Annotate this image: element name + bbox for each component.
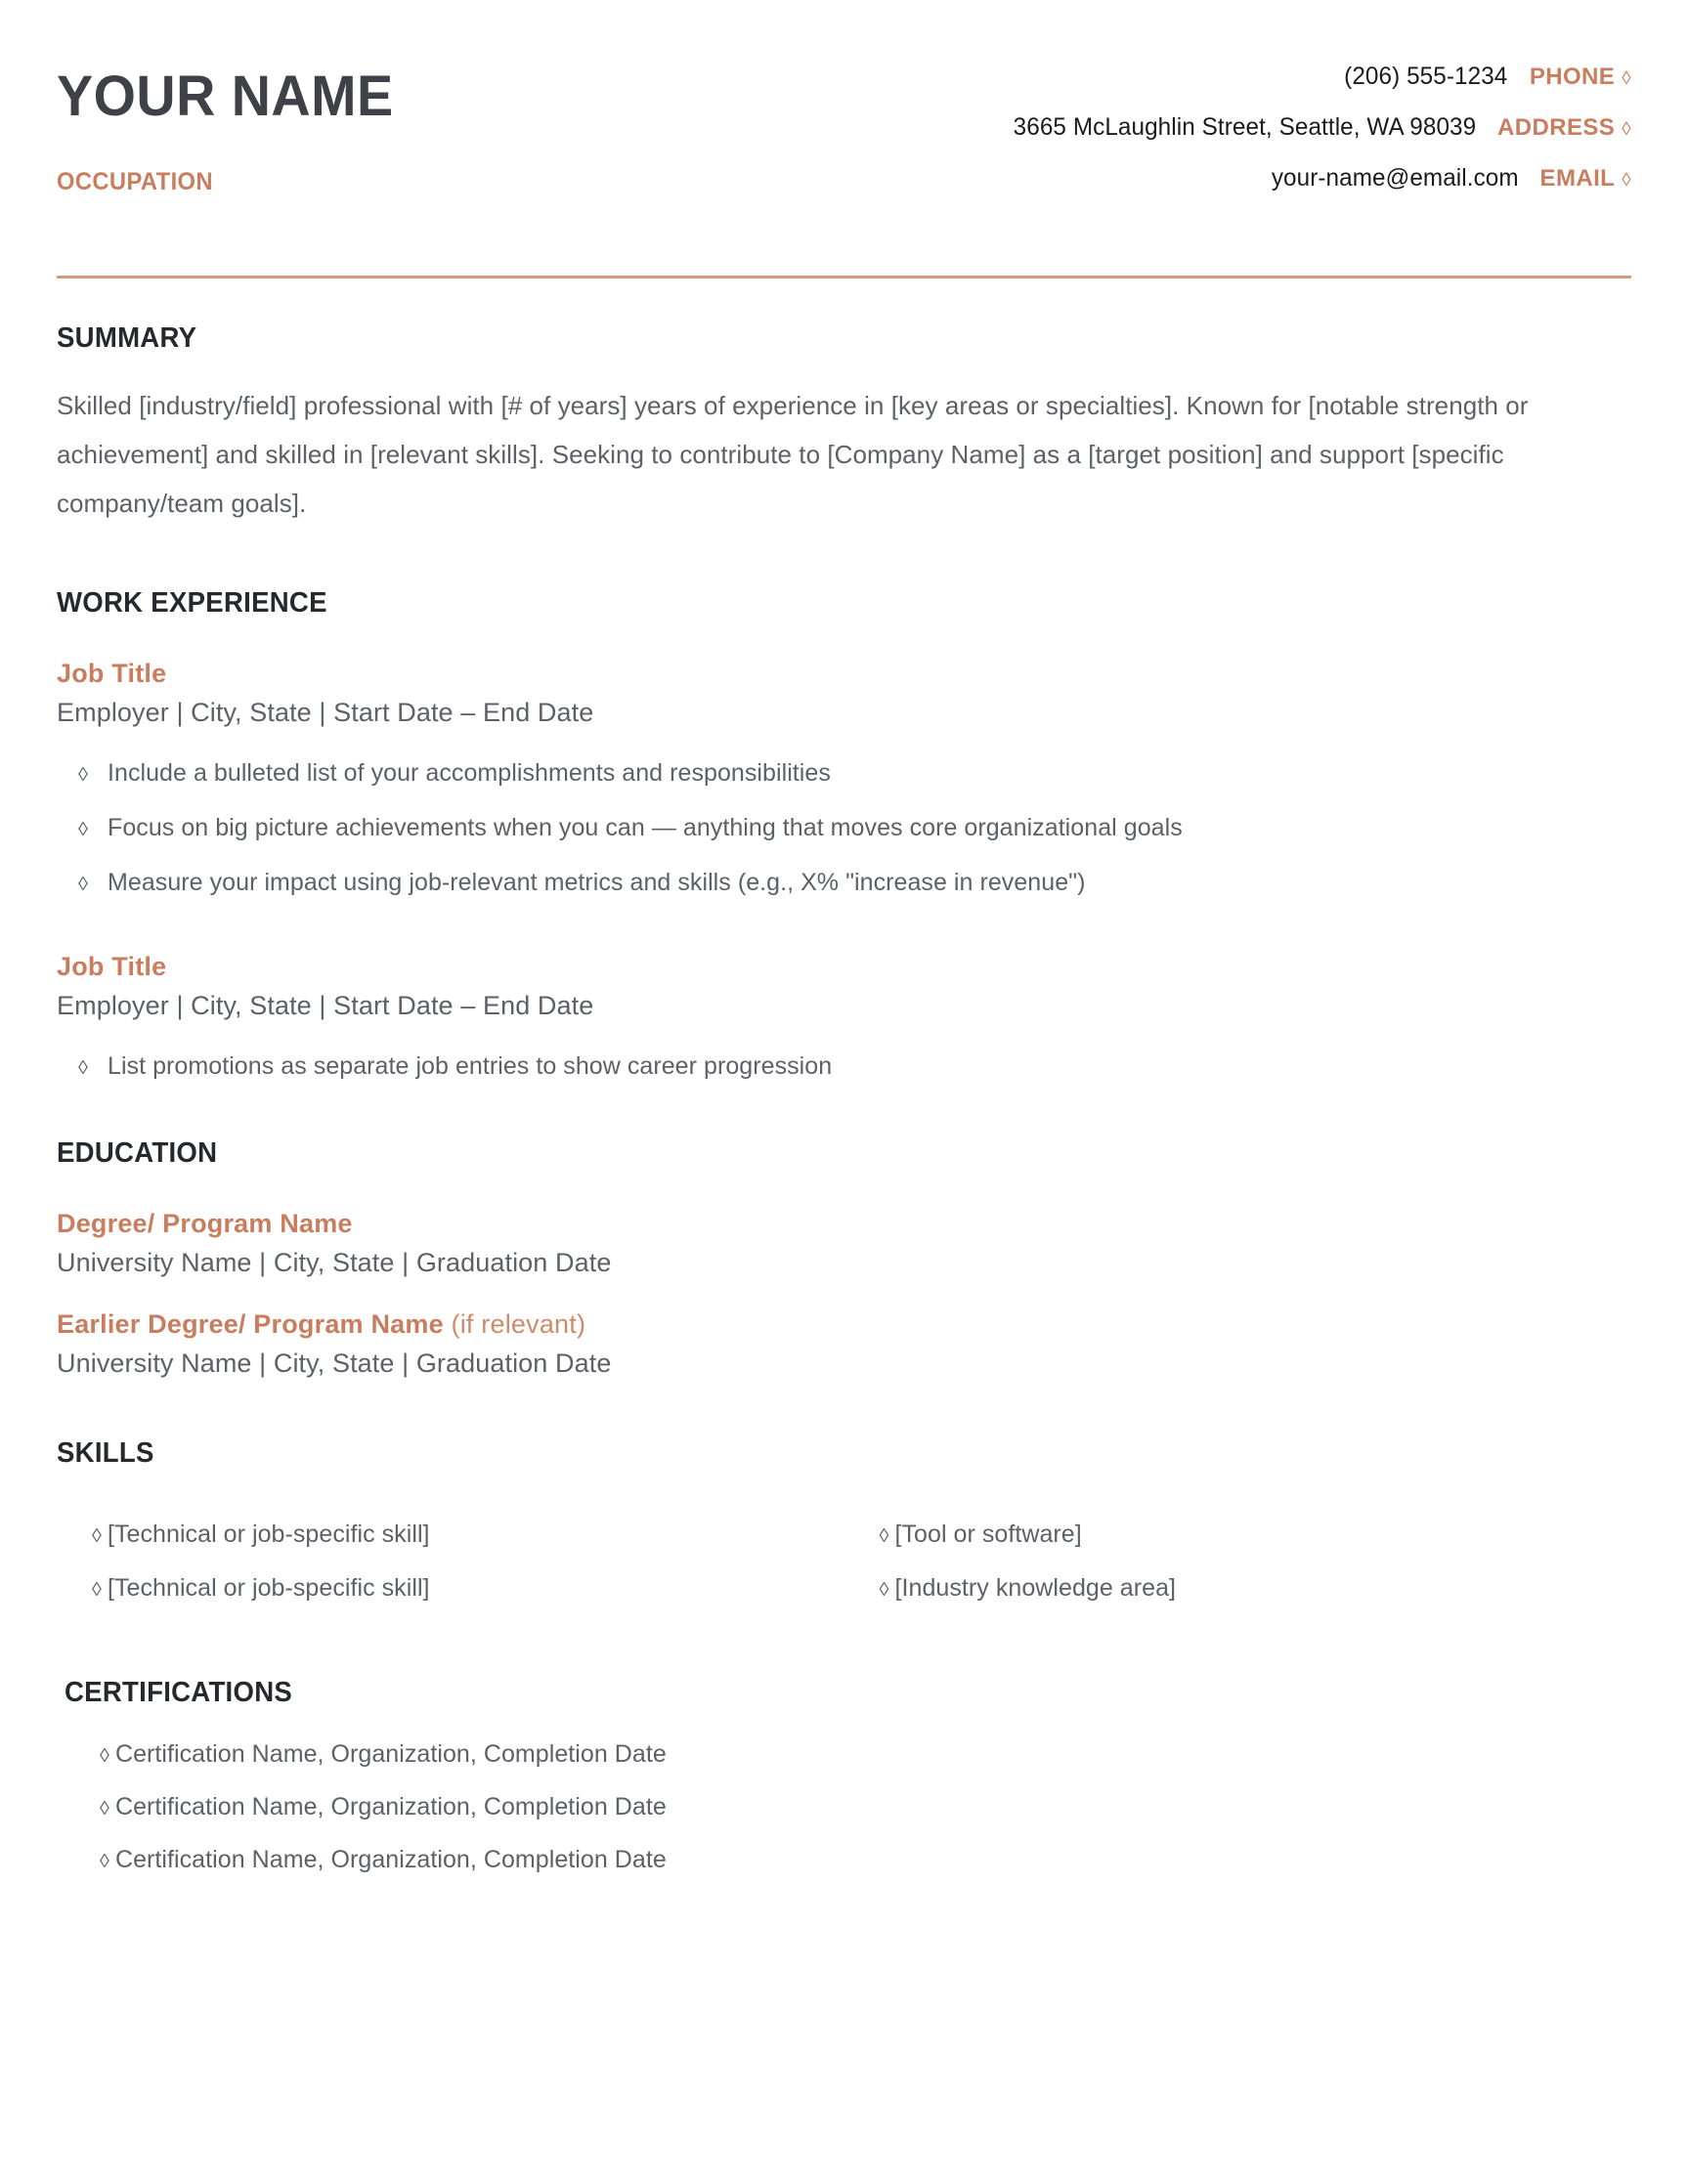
diamond-icon: ◊ (1622, 170, 1631, 191)
email-label (1540, 165, 1631, 193)
education-entry (57, 1307, 1631, 1381)
skills-column-left (57, 1517, 844, 1623)
list-item-text: [Technical or job-specific skill] (108, 1520, 430, 1549)
phone-value[interactable]: (206) 555-1234 (1344, 63, 1508, 90)
contact-row-phone (1339, 63, 1631, 113)
list-item (57, 1517, 844, 1552)
certifications-list (65, 1736, 1631, 1878)
list-item-text: List promotions as separate job entries to show career progression (108, 1051, 833, 1080)
contact-row-email (1264, 164, 1631, 215)
section-heading-certifications: CERTIFICATIONS (65, 1676, 293, 1708)
email-value[interactable]: your-name@email.com (1271, 164, 1519, 192)
list-item-text: Certification Name, Organization, Completion Date (115, 1793, 667, 1821)
diamond-bullet-icon: ◊ (92, 1525, 102, 1548)
address-label-text: ADDRESS (1497, 114, 1616, 141)
job-bullet-list (57, 755, 1631, 901)
list-item (844, 1570, 1632, 1606)
list-item-text: Focus on big picture achievements when you can — anything that moves core organizational goals (108, 814, 1183, 842)
list-item-text: Certification Name, Organization, Completion Date (115, 1846, 667, 1874)
diamond-bullet-icon: ◊ (78, 874, 88, 896)
occupation-label: OCCUPATION (57, 168, 213, 195)
address-label (1497, 114, 1631, 142)
work-entry (57, 657, 1631, 901)
diamond-bullet-icon: ◊ (100, 1744, 109, 1767)
job-title: Job Title (57, 658, 167, 688)
list-item-text: [Tool or software] (894, 1520, 1082, 1549)
section-skills (57, 1437, 1631, 1623)
address-value[interactable]: 3665 McLaughlin Street, Seattle, WA 98039 (1013, 113, 1477, 141)
list-item-text: [Technical or job-specific skill] (108, 1573, 430, 1602)
list-item-text: Include a bulleted list of your accomplishments and responsibilities (108, 758, 831, 787)
contact-row-address (999, 113, 1631, 164)
diamond-bullet-icon: ◊ (78, 819, 88, 841)
work-entry (57, 950, 1631, 1084)
phone-label-text: PHONE (1529, 64, 1616, 90)
skills-column-right (844, 1517, 1632, 1623)
contact-block (999, 61, 1631, 215)
phone-label (1530, 64, 1631, 91)
diamond-bullet-icon: ◊ (879, 1525, 889, 1548)
diamond-bullet-icon: ◊ (92, 1578, 102, 1601)
section-work-experience (57, 587, 1631, 1084)
section-heading-skills: SKILLS (57, 1437, 154, 1470)
degree-note: (if relevant) (443, 1309, 586, 1340)
section-education (57, 1137, 1631, 1381)
list-item (65, 1789, 1631, 1824)
list-item (65, 1736, 1631, 1772)
list-item (57, 810, 1631, 845)
education-entry (57, 1207, 1631, 1280)
degree-name: Earlier Degree/ Program Name (57, 1309, 444, 1340)
section-heading-work-experience: WORK EXPERIENCE (57, 586, 327, 619)
job-title: Job Title (57, 951, 167, 981)
resume-header (57, 0, 1631, 215)
diamond-bullet-icon: ◊ (100, 1798, 109, 1820)
education-meta: University Name | City, State | Graduation Date (57, 1248, 612, 1278)
job-bullet-list (57, 1049, 1631, 1084)
degree-name: Degree/ Program Name (57, 1209, 353, 1239)
diamond-bullet-icon: ◊ (78, 1056, 88, 1079)
section-heading-summary: SUMMARY (57, 322, 197, 354)
list-item-text: [Industry knowledge area] (894, 1573, 1177, 1602)
header-identity (57, 61, 408, 196)
list-item (65, 1842, 1631, 1877)
summary-body-text: Skilled [industry/field] professional with [# of years] years of experience in [key areas or specialties]. Known for [notable strength or achievement] and skilled in [relevant skills]. Seeking to contribute to [Company Name] as a [target position] and support [specific company/team goals]. (57, 391, 1529, 518)
page-title: YOUR NAME (57, 64, 394, 128)
degree-title (57, 1207, 1631, 1241)
list-item (844, 1517, 1632, 1552)
list-item (57, 1570, 844, 1606)
diamond-bullet-icon: ◊ (879, 1578, 889, 1601)
email-label-text: EMAIL (1539, 165, 1616, 192)
diamond-icon: ◊ (1622, 119, 1631, 140)
list-item-text: Certification Name, Organization, Completion Date (115, 1739, 667, 1768)
job-meta: Employer | City, State | Start Date – End Date (57, 990, 594, 1020)
section-certifications (57, 1677, 1631, 1878)
job-meta: Employer | City, State | Start Date – End Date (57, 697, 594, 727)
list-item (57, 865, 1631, 900)
diamond-icon: ◊ (1622, 68, 1631, 89)
degree-title (57, 1307, 1631, 1342)
list-item (57, 755, 1631, 791)
list-item (57, 1049, 1631, 1084)
skills-grid (57, 1495, 1631, 1623)
header-divider (57, 276, 1631, 278)
diamond-bullet-icon: ◊ (78, 763, 88, 786)
list-item-text: Measure your impact using job-relevant metrics and skills (e.g., X% "increase in revenue") (108, 869, 1086, 897)
section-summary (57, 322, 1631, 529)
section-heading-education: EDUCATION (57, 1137, 218, 1170)
diamond-bullet-icon: ◊ (100, 1851, 109, 1873)
education-meta: University Name | City, State | Graduation Date (57, 1349, 612, 1379)
